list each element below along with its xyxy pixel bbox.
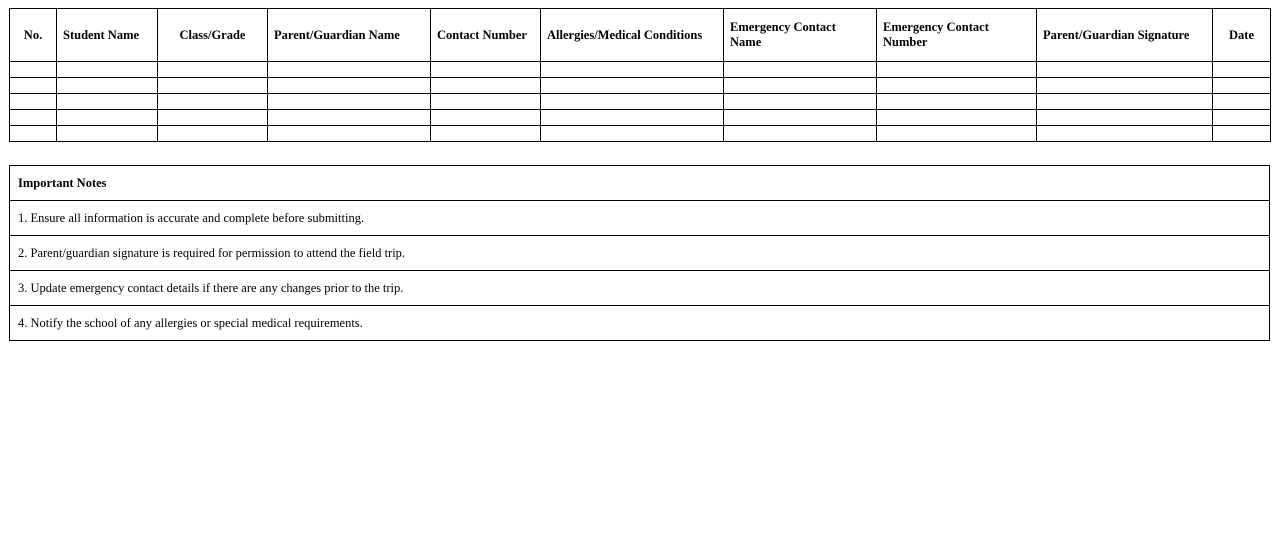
- important-notes-section: [9, 165, 1270, 341]
- roster-cell[interactable]: [158, 94, 268, 110]
- list-item: [10, 201, 1270, 236]
- roster-cell[interactable]: [541, 78, 724, 94]
- column-header-5: Allergies/Medical Conditions: [541, 9, 724, 62]
- roster-cell[interactable]: [10, 78, 57, 94]
- roster-cell[interactable]: [57, 78, 158, 94]
- roster-cell[interactable]: [57, 110, 158, 126]
- roster-table-header: [10, 9, 1271, 62]
- roster-cell[interactable]: [724, 110, 877, 126]
- roster-cell[interactable]: [541, 126, 724, 142]
- roster-cell[interactable]: [268, 62, 431, 78]
- roster-cell[interactable]: [877, 62, 1037, 78]
- roster-cell[interactable]: [877, 94, 1037, 110]
- note-item-3: 3. Update emergency contact details if there are any changes prior to the trip.: [10, 271, 1270, 306]
- student-roster-section: [9, 8, 1270, 142]
- roster-cell[interactable]: [724, 62, 877, 78]
- roster-cell[interactable]: [268, 110, 431, 126]
- table-row: [10, 110, 1271, 126]
- roster-cell[interactable]: [877, 126, 1037, 142]
- table-row: [10, 126, 1271, 142]
- roster-cell[interactable]: [431, 62, 541, 78]
- roster-cell[interactable]: [431, 110, 541, 126]
- column-header-3: Parent/Guardian Name: [268, 9, 431, 62]
- roster-cell[interactable]: [724, 94, 877, 110]
- roster-cell[interactable]: [724, 126, 877, 142]
- roster-cell[interactable]: [10, 62, 57, 78]
- column-header-2: Class/Grade: [158, 9, 268, 62]
- important-notes-body: [10, 166, 1270, 341]
- roster-cell[interactable]: [10, 126, 57, 142]
- column-header-0: No.: [10, 9, 57, 62]
- roster-cell[interactable]: [1037, 78, 1213, 94]
- column-header-1: Student Name: [57, 9, 158, 62]
- roster-cell[interactable]: [431, 126, 541, 142]
- list-item: [10, 236, 1270, 271]
- note-item-1: 1. Ensure all information is accurate and complete before submitting.: [10, 201, 1270, 236]
- roster-cell[interactable]: [1213, 62, 1271, 78]
- note-item-2: 2. Parent/guardian signature is required for permission to attend the field trip.: [10, 236, 1270, 271]
- note-item-4: 4. Notify the school of any allergies or special medical requirements.: [10, 306, 1270, 341]
- roster-cell[interactable]: [268, 78, 431, 94]
- roster-cell[interactable]: [1213, 126, 1271, 142]
- roster-cell[interactable]: [57, 94, 158, 110]
- roster-cell[interactable]: [541, 62, 724, 78]
- roster-table-body: [10, 62, 1271, 142]
- column-header-9: Date: [1213, 9, 1271, 62]
- roster-cell[interactable]: [1213, 110, 1271, 126]
- roster-cell[interactable]: [1037, 62, 1213, 78]
- roster-cell[interactable]: [268, 126, 431, 142]
- column-header-6: Emergency Contact Name: [724, 9, 877, 62]
- roster-cell[interactable]: [541, 94, 724, 110]
- roster-cell[interactable]: [158, 110, 268, 126]
- roster-cell[interactable]: [431, 78, 541, 94]
- notes-title-row: [10, 166, 1270, 201]
- notes-title: Important Notes: [10, 166, 1270, 201]
- roster-cell[interactable]: [724, 78, 877, 94]
- roster-header-row: [10, 9, 1271, 62]
- column-header-4: Contact Number: [431, 9, 541, 62]
- student-roster-table: [9, 8, 1271, 142]
- roster-cell[interactable]: [1037, 110, 1213, 126]
- roster-cell[interactable]: [877, 78, 1037, 94]
- roster-cell[interactable]: [10, 110, 57, 126]
- roster-cell[interactable]: [877, 110, 1037, 126]
- roster-cell[interactable]: [268, 94, 431, 110]
- roster-cell[interactable]: [10, 94, 57, 110]
- table-row: [10, 62, 1271, 78]
- list-item: [10, 306, 1270, 341]
- roster-cell[interactable]: [57, 62, 158, 78]
- roster-cell[interactable]: [1037, 126, 1213, 142]
- roster-cell[interactable]: [431, 94, 541, 110]
- important-notes-table: [9, 165, 1270, 341]
- roster-cell[interactable]: [1037, 94, 1213, 110]
- list-item: [10, 271, 1270, 306]
- roster-cell[interactable]: [541, 110, 724, 126]
- roster-cell[interactable]: [1213, 94, 1271, 110]
- column-header-7: Emergency Contact Number: [877, 9, 1037, 62]
- column-header-8: Parent/Guardian Signature: [1037, 9, 1213, 62]
- roster-cell[interactable]: [158, 126, 268, 142]
- table-row: [10, 94, 1271, 110]
- roster-cell[interactable]: [57, 126, 158, 142]
- roster-cell[interactable]: [1213, 78, 1271, 94]
- table-row: [10, 78, 1271, 94]
- roster-cell[interactable]: [158, 62, 268, 78]
- roster-cell[interactable]: [158, 78, 268, 94]
